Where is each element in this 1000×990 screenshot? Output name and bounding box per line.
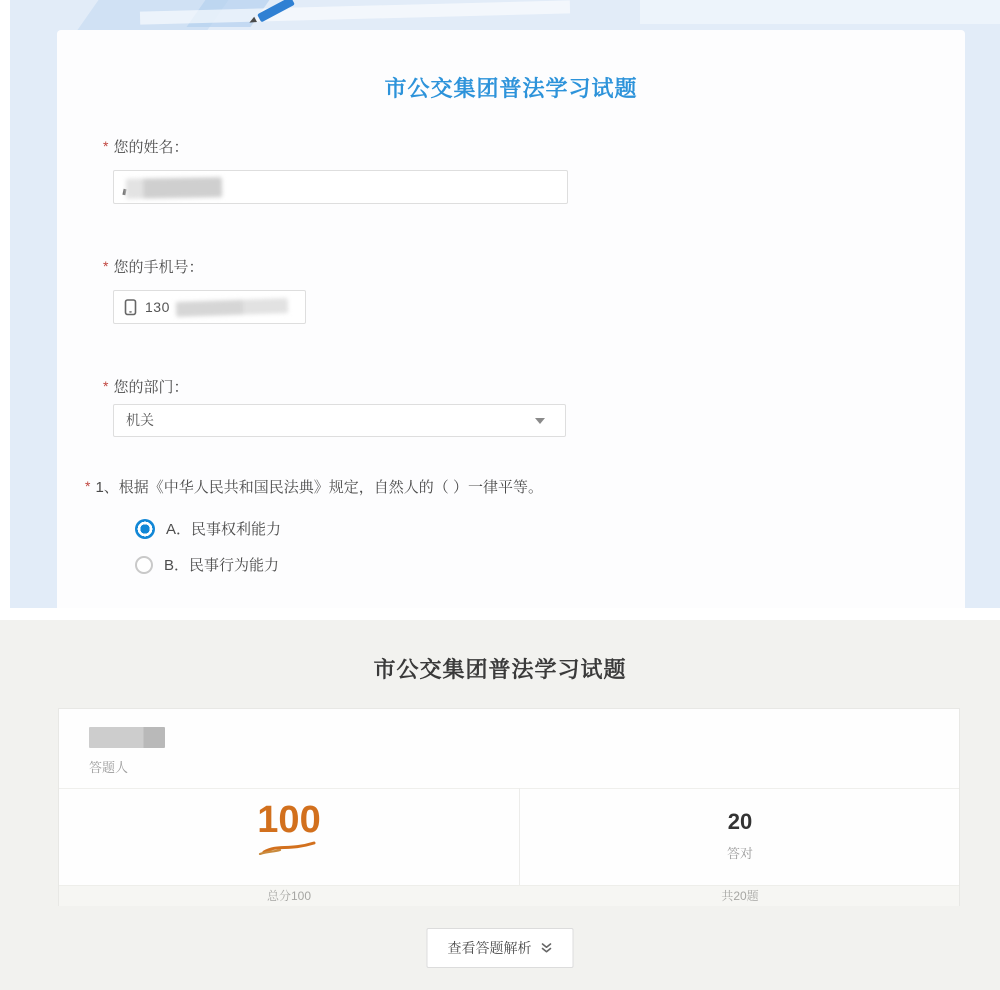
correct-count: 20 [727, 809, 753, 834]
department-select[interactable] [113, 404, 566, 437]
chevron-down-icon [535, 418, 545, 424]
form-card [57, 30, 965, 608]
redacted-phone-value [176, 298, 288, 317]
double-chevron-down-icon [541, 942, 553, 954]
name-label-text: 您的姓名： [113, 139, 189, 156]
quiz-result-screen [0, 620, 1000, 990]
answerer-label: 答题人 [89, 760, 129, 775]
result-card [58, 708, 960, 906]
option-b[interactable] [135, 554, 279, 575]
option-a-label: A．民事权利能力 [166, 521, 282, 538]
question-1 [85, 476, 935, 500]
total-questions-footer: 共20题 [721, 889, 759, 903]
dept-label-text: 您的部门： [113, 379, 189, 396]
score-row [59, 788, 959, 886]
score-underline-squiggle-icon [258, 841, 320, 855]
view-analysis-button[interactable] [427, 928, 574, 968]
required-asterisk: * [103, 138, 109, 154]
mobile-phone-icon [124, 299, 137, 316]
correct-column [520, 789, 960, 887]
radio-selected-icon[interactable] [135, 519, 155, 539]
required-asterisk: * [103, 258, 109, 274]
phone-field-label [103, 256, 203, 277]
score-column [59, 789, 519, 887]
correct-label: 答对 [726, 846, 753, 861]
total-score-footer: 总分100 [266, 889, 312, 903]
form-title: 市公交集团普法学习试题 [384, 76, 638, 101]
department-selected-value: 机关 [126, 412, 154, 428]
radio-unselected-icon[interactable] [135, 556, 153, 574]
option-a[interactable] [135, 518, 281, 539]
view-analysis-label: 查看答题解析 [447, 940, 532, 956]
option-b-label: B．民事行为能力 [164, 557, 280, 574]
phone-label-text: 您的手机号： [113, 259, 204, 276]
phone-input[interactable] [113, 290, 306, 324]
phone-value-visible: 130 [145, 299, 170, 315]
redacted-name-value [126, 177, 222, 199]
required-asterisk: * [85, 478, 91, 494]
redacted-answerer-name [89, 727, 165, 748]
decor-pale-band [640, 0, 1000, 24]
question-1-text: 1、根据《中华人民共和国民法典》规定，自然人的（ ）一律平等。 [95, 479, 543, 496]
score-value: 100 [257, 799, 321, 841]
dept-field-label [103, 376, 188, 397]
name-input[interactable] [113, 170, 568, 204]
result-card-footer [59, 885, 959, 906]
name-field-label [103, 136, 188, 157]
required-asterisk: * [103, 378, 109, 394]
result-title: 市公交集团普法学习试题 [373, 657, 627, 682]
